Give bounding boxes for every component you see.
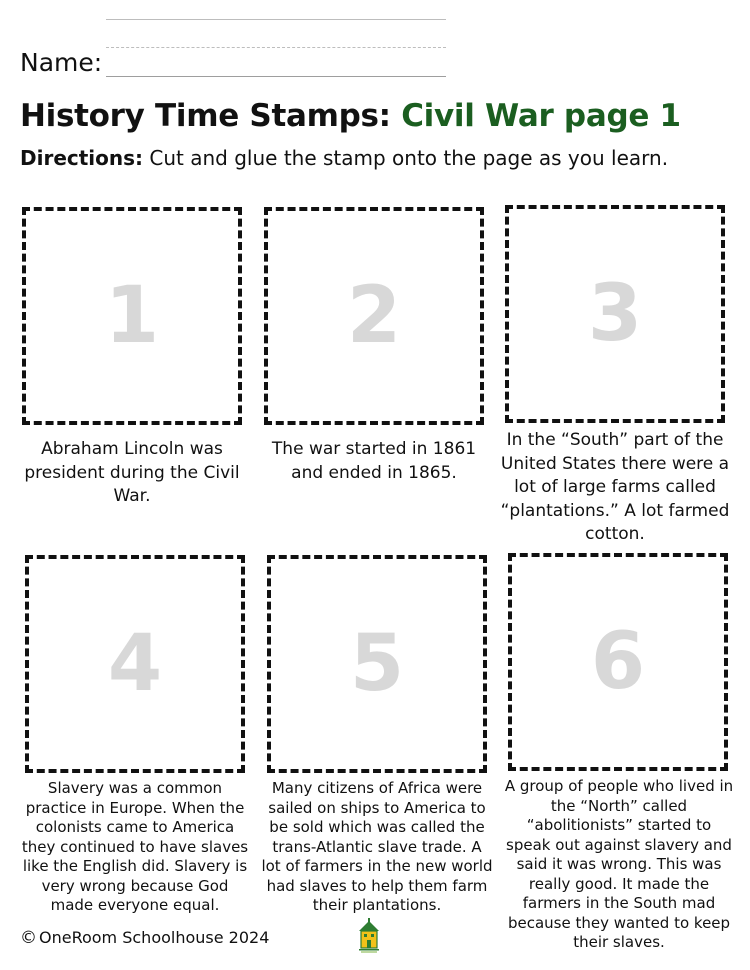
- directions-text: Cut and glue the stamp onto the page as you learn.: [143, 146, 669, 170]
- name-guide-top-line: [106, 19, 446, 20]
- directions: [20, 144, 668, 172]
- name-label: Name:: [20, 48, 103, 77]
- schoolhouse-logo-icon: [358, 918, 380, 954]
- stamp-box-2: [264, 207, 484, 425]
- stamp-description-5: Many citizens of Africa were sailed on ships to America to be sold which was called the trans-Atlantic slave trade. A lot of farmers in the new world had slaves to help them farm their plantations.: [261, 779, 493, 914]
- directions-label: Directions:: [20, 146, 144, 170]
- stamp-number: 3: [587, 269, 643, 359]
- stamp-box-5: [267, 555, 487, 773]
- footer-text: OneRoom Schoolhouse 2024: [39, 928, 270, 947]
- title-accent: Civil War page 1: [401, 98, 681, 134]
- stamp-description-1: Abraham Lincoln was president during the Civil War.: [24, 439, 240, 506]
- stamp-number: 5: [349, 619, 405, 709]
- stamp-description-6: A group of people who lived in the “North” called “abolitionists” started to speak out against slavery and said it was wrong. This was really good. It made the farmers in the South mad because they wanted to keep their slaves.: [504, 777, 734, 951]
- title-main: History Time Stamps:: [20, 98, 402, 134]
- stamp-box-4: [25, 555, 245, 773]
- stamp-box-3: [505, 205, 725, 423]
- stamp-description-2: The war started in 1861 and ended in 1865.: [271, 439, 477, 483]
- stamp-description-4: Slavery was a common practice in Europe. When the colonists came to America they continued to have slaves like the English did. Slavery is very wrong because God made everyone equal.: [21, 779, 249, 914]
- name-guide-base-line: [106, 76, 446, 77]
- stamp-number: 2: [346, 271, 402, 361]
- stamp-description-3: In the “South” part of the United States there were a lot of large farms called “plantations.” A lot farmed cotton.: [500, 430, 730, 544]
- stamp-number: 6: [590, 617, 646, 707]
- footer-copyright: [20, 927, 269, 949]
- stamp-number: 4: [107, 619, 163, 709]
- stamp-box-1: [22, 207, 242, 425]
- page-title: [20, 96, 681, 136]
- copyright-icon: ©: [20, 928, 37, 948]
- name-guide-dashed-line: [106, 47, 446, 48]
- stamp-number: 1: [104, 271, 160, 361]
- stamp-box-6: [508, 553, 728, 771]
